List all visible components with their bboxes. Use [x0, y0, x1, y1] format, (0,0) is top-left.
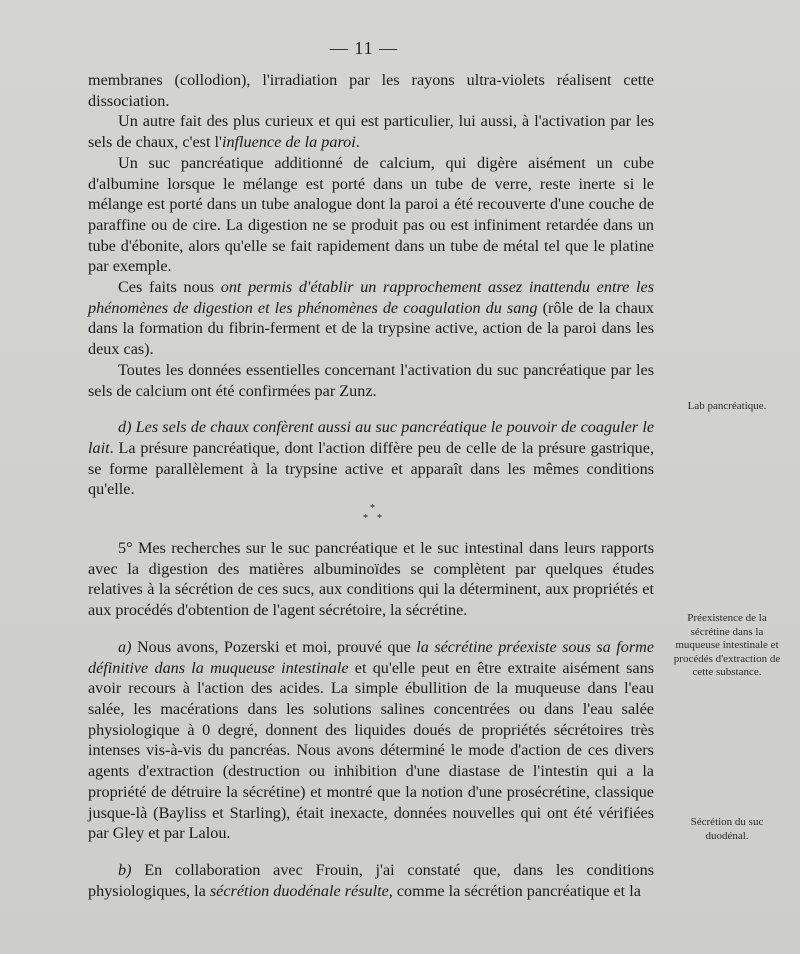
paragraph-1: membranes (collodion), l'irradiation par les rayons ultra-violets réalisent cette dissociation.: [88, 71, 654, 110]
section-5: 5° Mes recherches sur le suc pancréatique et le suc intestinal dans leurs rapports avec la digestion des matières albuminoïdes se complètent par quelques études relatives à la sécrétion de ces sucs, aux conditions qui la déterminent, aux propriétés et aux procédés d'obtention de l'agent sécrétoire, la sécrétine.: [88, 539, 654, 620]
margin-note-secretion: Sécrétion du suc duodénal.: [690, 816, 764, 842]
paragraph-4: Ces faits nous ont permis d'établir un rapprochement assez inattendu entre les phénomènes de digestion et les phénomènes de coagulation du sang (rôle de la chaux dans la formation du fibrin-ferment et de la trypsine active, action de la paroi dans les deux cas).: [88, 278, 654, 359]
paragraph-5: Toutes les données essentielles concernant l'activation du suc pancréatique par les sels de calcium ont été confirmées par Zunz.: [88, 360, 654, 400]
margin-note-lab: Lab pancréatique.: [687, 400, 767, 412]
paragraph-2: Un autre fait des plus curieux et qui est particulier, lui aussi, à l'activation par les sels de chaux, c'est l'influence de la paroi.: [88, 112, 654, 152]
paragraph-d: d) Les sels de chaux confèrent aussi au suc pancréatique le pouvoir de coaguler le lait. La présure pancréatique, dont l'action diffère peu de celle de la présure gastrique, se forme parallèlement à la trypsine active et apparaît dans les mêmes conditions qu'elle.: [88, 418, 655, 499]
paragraph-3: Un suc pancréatique additionné de calcium, qui digère aisément un cube d'albumine lorsque le mélange est porté dans un tube de verre, reste inerte si le mélange est porté dans un tube analogue dont la paroi a été recouverte d'une couche de paraffine ou de cire. La digestion ne se produit pas ou est infiniment retardée dans un tube d'ébonite, alors qu'elle se fait rapidement dans un tube de métal tel que le platine par exemple.: [88, 153, 654, 276]
margin-note-preexistence: Préexistence de la sécrétine dans la muqueuse intestinale et procédés d'extraction de cette substance.: [673, 612, 781, 679]
page-number: — 11 —: [329, 38, 399, 58]
paragraph-b: b) En collaboration avec Frouin, j'ai constaté que, dans les conditions physiologiques, la sécrétion duodénale résulte, comme la sécrétion pancréatique et la: [88, 860, 655, 900]
paragraph-a: a) Nous avons, Pozerski et moi, prouvé que la sécrétine préexiste sous sa forme définitive dans la muqueuse intestinale et qu'elle peut en être extraite aisément sans avoir recours à l'action des acides. La simple ébullition de la muqueuse dans l'eau salée, les macérations dans les solutions salines concentrées ou dans l'eau salée physiologique à 0 degré, donnent des liquides doués de propriétés sécrétoires très intenses vis-à-vis du pancréas. Nous avons déterminé le mode d'action de ces divers agents d'extraction (destruction ou inhibition d'une diastase de l'intestin qui a la propriété de détruire la sécrétine) et montré que la notion d'une prosécrétine, classique jusque-là (Bayliss et Starling), était inexacte, données nouvelles qui ont été vérifiées par Gley et par Lalou.: [88, 637, 655, 843]
ornament-asterisks: * * *: [363, 503, 382, 525]
main-text: [88, 70, 654, 901]
